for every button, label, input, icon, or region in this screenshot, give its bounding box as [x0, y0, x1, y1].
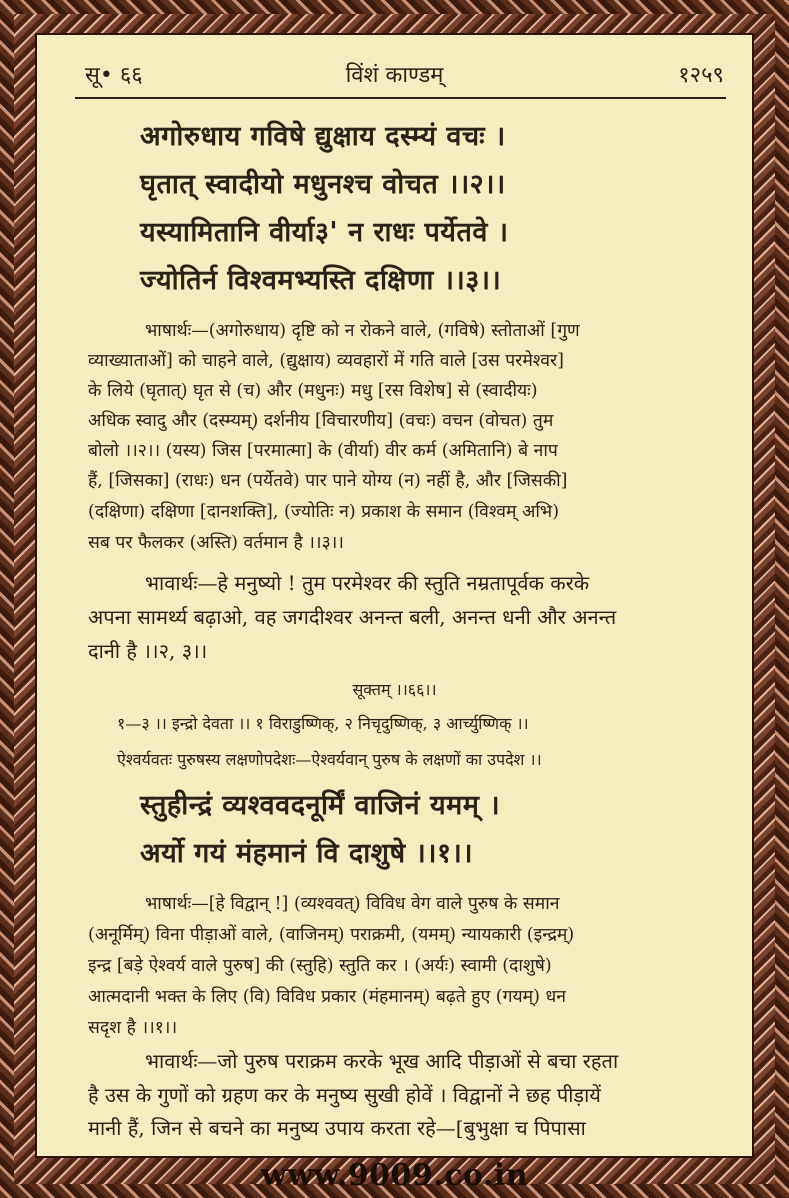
kanda-title: विंशं काण्डम् [345, 63, 444, 88]
verse-line: अर्यो गयं मंहमानं वि दाशुषे ।।१।। [140, 838, 474, 869]
bhashartha-line: अधिक स्वादु और (दस्म्यम्) दर्शनीय [विचारणीय] (वचः) वचन (वोचत) तुम [88, 411, 554, 431]
book-page [35, 33, 754, 1158]
header-rule [75, 97, 726, 99]
suktam-heading: सूक्तम् ।।६६।। [352, 680, 437, 699]
bhashartha-line: सब पर फैलकर (अस्ति) वर्तमान है ।।३।। [88, 533, 344, 553]
bhashartha-line: (अनूर्मिम्) विना पीड़ाओं वाले, (वाजिनम्) पराक्रमी, (यमम्) न्यायकारी (इन्द्रम्) [88, 925, 575, 945]
bhashartha-line: (दक्षिणा) दक्षिणा [दानशक्ति], (ज्योतिः न) प्रकाश के समान (विश्वम् अभि) [88, 502, 560, 522]
sukta-number: सू• ६६ [85, 63, 143, 88]
page-number: १२५९ [678, 63, 724, 88]
verse-line: ज्योतिर्न विश्वमभ्यस्ति दक्षिणा ।।३।। [140, 265, 502, 296]
bhashartha-line: हैं, [जिसका] (राधः) धन (पर्येतवे) पार पाने योग्य (न) नहीं है, और [जिसकी] [88, 471, 568, 491]
bhavartha-line: दानी है ।।२, ३।। [88, 639, 208, 663]
bhashartha-line: इन्द्र [बड़े ऐश्वर्य वाले पुरुष] की (स्तुहि) स्तुति कर । (अर्यः) स्वामी (दाशुषे) [88, 956, 552, 976]
bhashartha-line: व्याख्याताओं] को चाहने वाले, (द्युक्षाय) व्यवहारों में गति वाले [उस परमेश्वर] [88, 351, 564, 371]
bhavartha-line: भावार्थः—हे मनुष्यो ! तुम परमेश्वर की स्तुति नम्रतापूर्वक करके [145, 571, 590, 595]
rishi-devata-line: १—३ ।। इन्द्रो देवता ।। १ विराडुष्णिक्, २ निचृदुष्णिक्, ३ आर्च्युष्णिक् ।। [117, 714, 529, 733]
bhavartha-line: अपना सामर्थ्य बढ़ाओ, वह जगदीश्वर अनन्त बली, अनन्त धनी और अनन्त [88, 605, 617, 629]
bhashartha-line: भाषार्थः—[हे विद्वान् !] (व्यश्ववत्) विविध वेग वाले पुरुष के समान [145, 894, 560, 914]
bhashartha-line: भाषार्थः—(अगोरुधाय) दृष्टि को न रोकने वाले, (गविषे) स्तोताओं [गुण [145, 321, 580, 341]
bhavartha-line: मानी हैं, जिन से बचने का मनुष्य उपाय करता रहे—[बुभुक्षा च पिपासा [88, 1116, 586, 1140]
bhashartha-line: के लिये (घृतात्) घृत से (च) और (मधुनः) मधु [रस विशेष] से (स्वादीयः) [88, 381, 538, 401]
running-header [35, 41, 754, 88]
bhashartha-line: सदृश है ।।१।। [88, 1018, 178, 1038]
verse-line: घृतात् स्वादीयो मधुनश्च वोचत ।।२।। [140, 169, 506, 200]
upadesha-line: ऐश्वर्यवतः पुरुषस्य लक्षणोपदेशः—ऐश्वर्यवान् पुरुष के लक्षणों का उपदेश ।। [117, 750, 542, 769]
bhashartha-line: बोलो ।।२।। (यस्य) जिस [परमात्मा] के (वीर्या) वीर कर्म (अमितानि) बे नाप [88, 441, 558, 461]
verse-line: यस्यामितानि वीर्या३' न राधः पर्येतवे । [140, 217, 509, 248]
verse-line: स्तुहीन्द्रं व्यश्ववदनूर्मिं वाजिनं यमम् । [140, 790, 501, 821]
bhashartha-line: आत्मदानी भक्त के लिए (वि) विविध प्रकार (मंहमानम्) बढ़ते हुए (गयम्) धन [88, 987, 566, 1007]
website-watermark: www.9009.co.in [260, 1158, 529, 1193]
bhavartha-line: भावार्थः—जो पुरुष पराक्रम करके भूख आदि पीड़ाओं से बचा रहता [145, 1049, 619, 1073]
bhavartha-line: है उस के गुणों को ग्रहण कर के मनुष्य सुखी होवें । विद्वानों ने छह पीड़ायें [88, 1083, 601, 1107]
verse-line: अगोरुधाय गविषे द्युक्षाय दस्म्यं वचः । [140, 121, 506, 152]
